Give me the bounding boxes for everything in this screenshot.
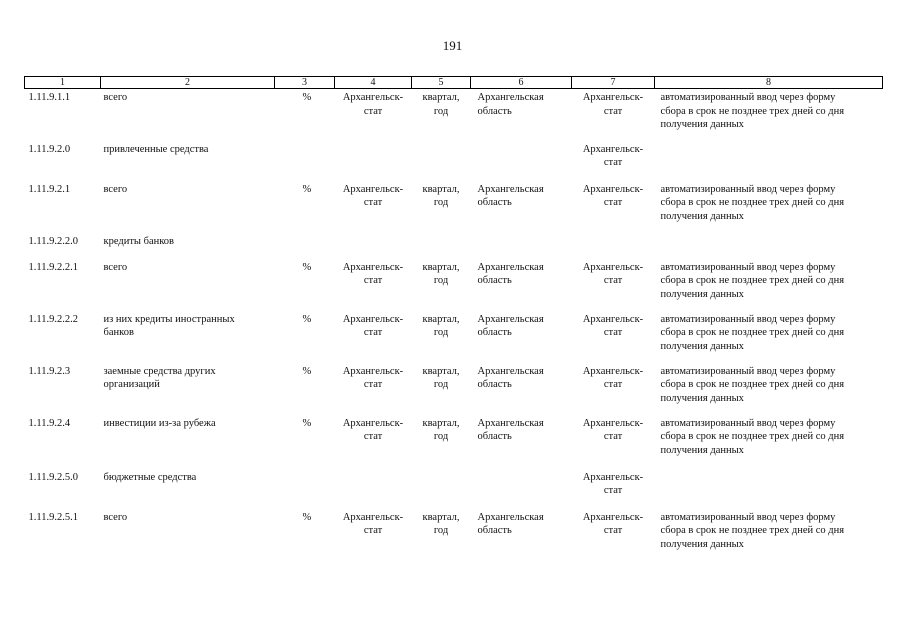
reporting-period: квартал, год	[422, 313, 460, 338]
indicator-code: 1.11.9.2.5.1	[28, 511, 78, 523]
indicator-code: 1.11.9.2.1	[28, 183, 71, 195]
region-level: Архангельская область	[477, 183, 544, 208]
reporting-period: квартал, год	[422, 261, 460, 286]
table-row	[25, 509, 883, 561]
column-number-header: 1	[25, 77, 101, 89]
responsible-body: Архангельск- стат	[582, 365, 644, 390]
data-source: Архангельск- стат	[342, 261, 404, 286]
indicator-code: 1.11.9.2.2.2	[28, 313, 78, 325]
indicator-name: из них кредиты иностранных банков	[103, 313, 235, 338]
indicator-name: кредиты банков	[103, 235, 175, 247]
table-row	[25, 141, 883, 181]
indicator-code: 1.11.9.2.3	[28, 365, 71, 377]
page-number: 191	[442, 38, 463, 53]
indicator-code: 1.11.9.1.1	[28, 92, 71, 103]
indicator-code: 1.11.9.2.5.0	[28, 471, 78, 483]
region-level: Архангельская область	[477, 417, 544, 442]
responsible-body: Архангельск- стат	[582, 92, 644, 117]
table-row	[25, 233, 883, 259]
column-number-header: 5	[412, 77, 471, 89]
column-number-header: 2	[101, 77, 275, 89]
indicator-name: всего	[103, 183, 128, 195]
data-source: Архангельск- стат	[342, 92, 404, 117]
reporting-period: квартал, год	[422, 183, 460, 208]
region-level: Архангельская область	[477, 365, 544, 390]
indicator-name: привлеченные средства	[103, 143, 209, 155]
responsible-body: Архангельск- стат	[582, 143, 644, 168]
indicator-code: 1.11.9.2.4	[28, 417, 71, 429]
indicator-unit: %	[302, 92, 312, 103]
table-row	[25, 415, 883, 469]
responsible-body: Архангельск- стат	[582, 313, 644, 338]
column-number-header: 4	[335, 77, 412, 89]
indicator-unit: %	[302, 261, 312, 273]
column-number-header: 6	[471, 77, 572, 89]
indicator-name: всего	[103, 92, 128, 103]
responsible-body: Архангельск- стат	[582, 471, 644, 496]
table-row	[25, 311, 883, 363]
indicator-unit: %	[302, 511, 312, 523]
reporting-period: квартал, год	[422, 365, 460, 390]
region-level: Архангельская область	[477, 511, 544, 536]
reporting-period: квартал, год	[422, 511, 460, 536]
data-source: Архангельск- стат	[342, 313, 404, 338]
indicator-unit: %	[302, 417, 312, 429]
column-number-row	[25, 77, 883, 89]
indicator-table	[24, 76, 883, 561]
indicator-code: 1.11.9.2.0	[28, 143, 71, 155]
table-row	[25, 259, 883, 311]
column-number-header: 3	[275, 77, 335, 89]
reporting-period: квартал, год	[422, 417, 460, 442]
indicator-code: 1.11.9.2.2.0	[28, 235, 78, 247]
input-method: автоматизированный ввод через форму сбора в срок не позднее трех дней со дня получения данных	[660, 511, 845, 550]
table-row	[25, 181, 883, 233]
responsible-body: Архангельск- стат	[582, 183, 644, 208]
indicator-unit: %	[302, 313, 312, 325]
region-level: Архангельская область	[477, 313, 544, 338]
column-number-header: 7	[572, 77, 655, 89]
data-source: Архангельск- стат	[342, 511, 404, 536]
reporting-period: квартал, год	[422, 92, 460, 117]
data-source: Архангельск- стат	[342, 417, 404, 442]
indicator-unit: %	[302, 183, 312, 195]
table-row	[25, 363, 883, 415]
indicator-name: инвестиции из-за рубежа	[103, 417, 216, 429]
data-source: Архангельск- стат	[342, 365, 404, 390]
indicator-code: 1.11.9.2.2.1	[28, 261, 78, 273]
responsible-body: Архангельск- стат	[582, 261, 644, 286]
indicator-name: заемные средства других организаций	[103, 365, 216, 390]
input-method: автоматизированный ввод через форму сбора в срок не позднее трех дней со дня получения данных	[660, 365, 845, 404]
input-method: автоматизированный ввод через форму сбора в срок не позднее трех дней со дня получения данных	[660, 261, 845, 300]
table-row	[25, 469, 883, 509]
input-method: автоматизированный ввод через форму сбора в срок не позднее трех дней со дня получения данных	[660, 183, 845, 222]
input-method: автоматизированный ввод через форму сбора в срок не позднее трех дней со дня получения данных	[660, 92, 845, 130]
data-source: Архангельск- стат	[342, 183, 404, 208]
indicator-unit: %	[302, 365, 312, 377]
input-method: автоматизированный ввод через форму сбора в срок не позднее трех дней со дня получения данных	[660, 313, 845, 352]
indicator-name: всего	[103, 511, 128, 523]
indicator-name: бюджетные средства	[103, 471, 197, 483]
region-level: Архангельская область	[477, 261, 544, 286]
responsible-body: Архангельск- стат	[582, 511, 644, 536]
input-method: автоматизированный ввод через форму сбора в срок не позднее трех дней со дня получения данных	[660, 417, 845, 456]
column-number-header: 8	[655, 77, 883, 89]
region-level: Архангельская область	[477, 92, 544, 117]
table-row	[25, 89, 883, 141]
responsible-body: Архангельск- стат	[582, 417, 644, 442]
indicator-name: всего	[103, 261, 128, 273]
